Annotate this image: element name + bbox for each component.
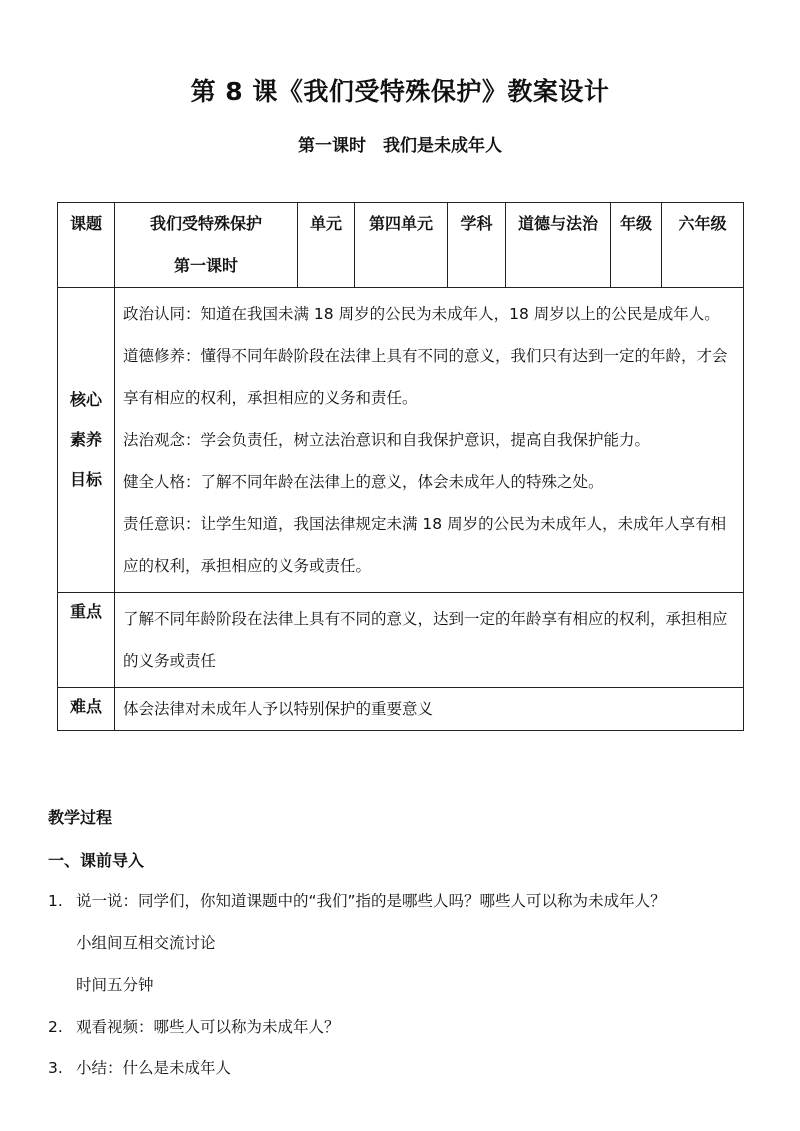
lesson-info-table [57,202,744,731]
unit-label: 单元 [298,203,355,288]
difficulty-label: 难点 [58,688,115,731]
process-heading: 教学过程 [48,808,113,827]
core-label-line: 素养 [69,430,102,449]
core-goal-item: 政治认同：知道在我国未满 18 周岁的公民为未成年人，18 周岁以上的公民是成年人。 [123,305,720,323]
core-goals-content [115,288,744,593]
grade-value: 六年级 [662,203,744,288]
list-item-text: 说一说：同学们，你知道课题中的“我们”指的是哪些人吗？哪些人可以称为未成年人？ [76,892,666,910]
unit-value: 第四单元 [355,203,448,288]
core-label-line: 核心 [69,390,102,409]
core-label-line: 目标 [69,470,102,489]
topic-value [115,203,298,288]
list-item-text: 小结：什么是未成年人 [76,1059,232,1077]
core-goal-item: 道德修养：懂得不同年龄阶段在法律上具有不同的意义，我们只有达到一定的年龄，才会享有相应的权利，承担相应的义务和责任。 [123,347,728,407]
table-header-row [58,203,744,288]
topic-line-1: 我们受特殊保护 [149,214,262,233]
document-title: 第 8 课《我们受特殊保护》教案设计 [190,77,610,106]
core-goals-label [58,288,115,593]
list-item-subtext: 小组间互相交流讨论 [76,934,216,952]
key-point-content: 了解不同年龄阶段在法律上具有不同的意义，达到一定的年龄享有相应的权利，承担相应的义务或责任 [115,593,744,688]
core-goals-row [58,288,744,593]
difficulty-row [58,688,744,731]
section-heading: 一、课前导入 [48,851,145,870]
list-item-subtext: 时间五分钟 [76,976,154,994]
core-goal-item: 健全人格：了解不同年龄在法律上的意义，体会未成年人的特殊之处。 [123,473,604,491]
key-point-row [58,593,744,688]
core-goal-item: 法治观念：学会负责任，树立法治意识和自我保护意识，提高自我保护能力。 [123,431,651,449]
list-item-number: 2. [48,1018,63,1036]
topic-label: 课题 [58,203,115,288]
subject-label: 学科 [448,203,506,288]
list-item [48,1015,340,1037]
document-subtitle: 第一课时 我们是未成年人 [298,136,502,156]
grade-label: 年级 [611,203,662,288]
subject-value: 道德与法治 [506,203,611,288]
list-item [48,889,666,911]
difficulty-content: 体会法律对未成年人予以特别保护的重要意义 [115,688,744,731]
list-item [48,1056,231,1078]
topic-line-2: 第一课时 [173,256,238,275]
list-item-number: 3. [48,1059,63,1077]
list-item-number: 1. [48,892,63,910]
key-point-label: 重点 [58,593,115,688]
list-item-text: 观看视频：哪些人可以称为未成年人？ [76,1018,340,1036]
core-goal-item: 责任意识：让学生知道，我国法律规定未满 18 周岁的公民为未成年人，未成年人享有相应的权利，承担相应的义务或责任。 [123,515,727,575]
